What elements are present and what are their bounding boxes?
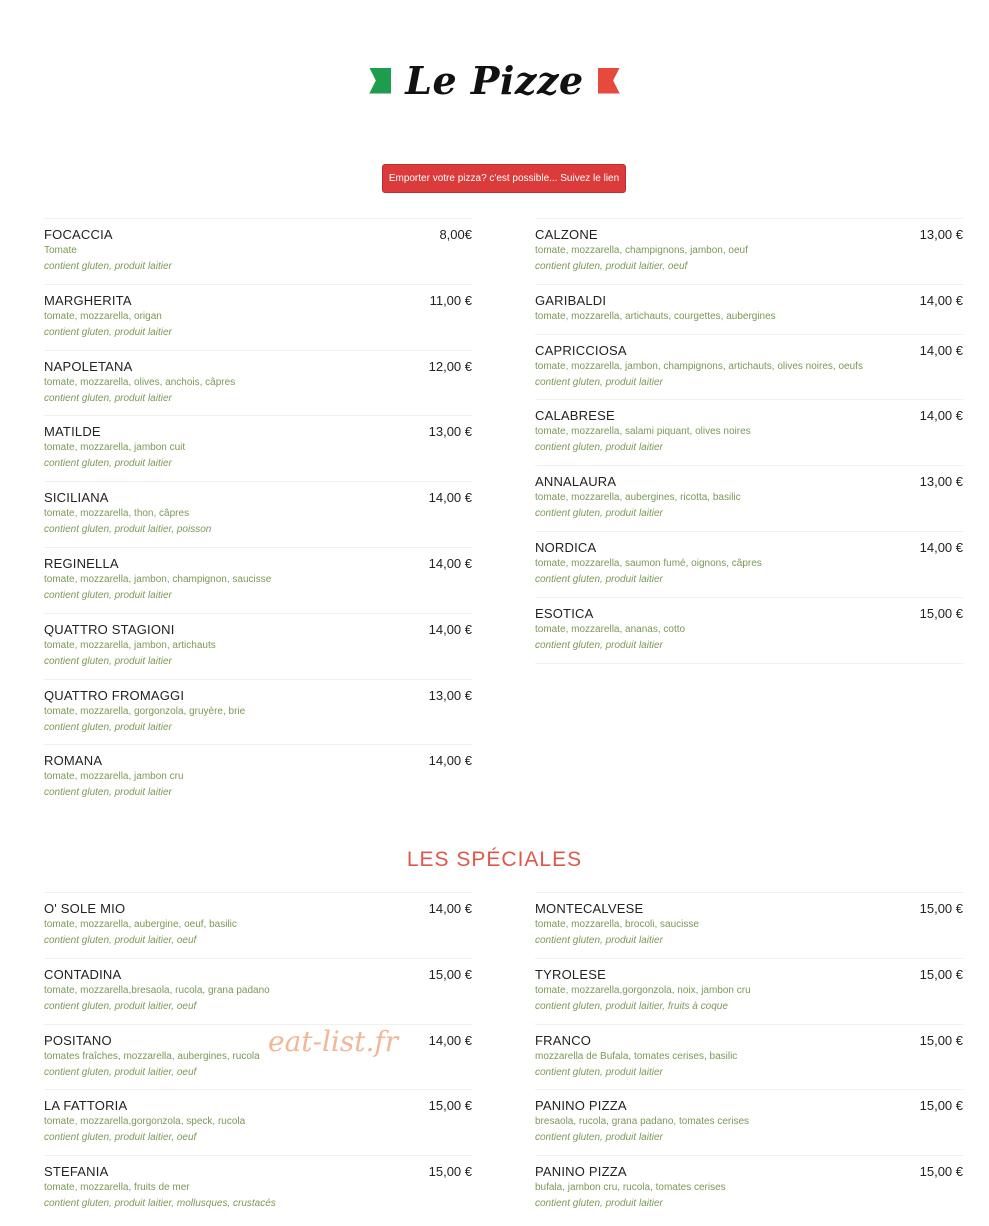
item-allergens: contient gluten, produit laitier — [535, 376, 663, 388]
item-price: 13,00 € — [919, 474, 963, 490]
item-name: GARIBALDI — [535, 292, 607, 308]
item-price: 14,00 € — [919, 342, 963, 358]
item-allergens: contient gluten, produit laitier — [535, 1066, 663, 1078]
item-name: QUATTRO STAGIONI — [44, 621, 175, 637]
menu-item — [44, 415, 472, 481]
item-name: PANINO PIZZA — [535, 1098, 627, 1114]
item-allergens: contient gluten, produit laitier — [44, 458, 172, 470]
item-name: CALABRESE — [535, 408, 615, 424]
item-price: 15,00 € — [428, 1164, 472, 1180]
item-name: LA FATTORIA — [44, 1098, 128, 1114]
item-price: 14,00 € — [428, 555, 472, 571]
item-name: NAPOLETANA — [44, 358, 133, 374]
menu-item — [44, 1089, 472, 1155]
item-ingredients: tomate, mozzarella, fruits de mer — [44, 1182, 190, 1194]
item-name: MONTECALVESE — [535, 901, 644, 916]
item-price: 12,00 € — [428, 358, 472, 374]
item-name: MARGHERITA — [44, 292, 132, 308]
pizza-list-left — [44, 218, 472, 810]
item-price: 15,00 € — [919, 1032, 963, 1048]
item-allergens: contient gluten, produit laitier, mollusques, crustacés — [44, 1198, 276, 1210]
item-allergens: contient gluten, produit laitier, oeuf — [44, 1000, 197, 1012]
item-name: TYROLESE — [535, 966, 606, 982]
item-price: 15,00 € — [919, 901, 963, 916]
speciales-list-right — [535, 892, 963, 1221]
item-ingredients: tomate, mozzarella, jambon, champignons, artichauts, olives noires, oeufs — [535, 360, 863, 372]
item-price: 15,00 € — [919, 605, 963, 621]
item-ingredients: tomate, mozzarella, champignons, jambon, oeuf — [535, 245, 748, 256]
item-name: ANNALAURA — [535, 474, 617, 490]
item-price: 14,00 € — [428, 753, 472, 769]
item-ingredients: tomate, mozzarella, saumon fumé, oignons, câpres — [535, 557, 762, 569]
menu-item — [535, 958, 963, 1024]
item-name: FRANCO — [535, 1032, 592, 1048]
item-ingredients: tomate, mozzarella, jambon cru — [44, 771, 184, 783]
item-ingredients: Tomate — [44, 245, 77, 256]
menu-item — [44, 744, 472, 810]
menu-item — [535, 1155, 963, 1221]
item-price: 14,00 € — [428, 901, 472, 916]
item-ingredients: tomate, mozzarella, artichauts, courgettes, aubergines — [535, 310, 776, 322]
menu-item — [44, 481, 472, 547]
item-ingredients: tomate, mozzarella,bresaola, rucola, grana padano — [44, 984, 270, 996]
pizza-list-right — [535, 218, 963, 664]
item-name: ROMANA — [44, 753, 103, 769]
item-name: FOCACCIA — [44, 227, 113, 242]
item-ingredients: tomates fraîches, mozzarella, aubergines, rucola — [44, 1050, 260, 1062]
item-allergens: contient gluten, produit laitier — [535, 442, 663, 454]
item-ingredients: tomate, mozzarella, olives, anchois, câpres — [44, 376, 236, 388]
menu-item — [44, 547, 472, 613]
item-ingredients: tomate, mozzarella,gorgonzola, speck, rucola — [44, 1116, 246, 1128]
menu-item — [44, 613, 472, 679]
item-allergens: contient gluten, produit laitier, oeuf — [44, 1132, 197, 1144]
item-ingredients: tomate, mozzarella,gorgonzola, noix, jambon cru — [535, 984, 751, 996]
item-name: CAPRICCIOSA — [535, 342, 627, 358]
item-price: 14,00 € — [428, 621, 472, 637]
item-ingredients: tomate, mozzarella, aubergines, ricotta, basilic — [535, 492, 741, 504]
item-name: O' SOLE MIO — [44, 901, 126, 916]
item-allergens: contient gluten, produit laitier — [44, 589, 172, 601]
item-price: 15,00 € — [919, 1164, 963, 1180]
item-price: 13,00 € — [428, 687, 472, 703]
item-price: 15,00 € — [919, 1098, 963, 1114]
item-price: 15,00 € — [428, 1098, 472, 1114]
item-price: 15,00 € — [428, 966, 472, 982]
menu-item — [535, 892, 963, 958]
menu-item — [535, 399, 963, 465]
item-allergens: contient gluten, produit laitier — [44, 787, 172, 799]
item-allergens: contient gluten, produit laitier — [535, 639, 663, 651]
item-name: NORDICA — [535, 539, 597, 555]
item-name: MATILDE — [44, 424, 101, 440]
item-ingredients: tomate, mozzarella, thon, câpres — [44, 508, 190, 520]
item-price: 14,00 € — [919, 408, 963, 424]
item-allergens: contient gluten, produit laitier — [44, 721, 172, 733]
item-allergens: contient gluten, produit laitier — [535, 935, 663, 946]
item-allergens: contient gluten, produit laitier — [44, 392, 172, 404]
item-ingredients: tomate, mozzarella, salami piquant, olives noires — [535, 426, 751, 438]
item-allergens: contient gluten, produit laitier — [535, 1198, 663, 1210]
item-price: 8,00€ — [439, 227, 472, 242]
item-name: POSITANO — [44, 1032, 112, 1048]
menu-item — [535, 531, 963, 597]
menu-item — [535, 1089, 963, 1155]
menu-item — [44, 284, 472, 350]
item-ingredients: tomate, mozzarella, origan — [44, 310, 162, 322]
item-name: STEFANIA — [44, 1164, 109, 1180]
item-allergens: contient gluten, produit laitier, poisson — [44, 524, 212, 536]
section-title-speciales: LES SPÉCIALES — [406, 848, 583, 871]
flag-left-icon — [369, 68, 391, 94]
item-allergens: contient gluten, produit laitier — [535, 573, 663, 585]
menu-item — [535, 465, 963, 531]
menu-item — [535, 334, 963, 400]
item-name: CALZONE — [535, 227, 598, 242]
logo-title: Le Pizze — [405, 58, 584, 103]
item-ingredients: tomate, mozzarella, jambon, champignon, saucisse — [44, 573, 272, 585]
takeaway-link-button[interactable]: Emporter votre pizza? c'est possible... Suivez le lien — [382, 164, 626, 193]
item-price: 15,00 € — [919, 966, 963, 982]
item-ingredients: tomate, mozzarella, gorgonzola, gruyère, brie — [44, 705, 246, 717]
menu-item — [44, 1024, 472, 1090]
item-allergens: contient gluten, produit laitier — [535, 508, 663, 520]
watermark: eat-list.fr — [268, 1025, 399, 1058]
item-ingredients: bufala, jambon cru, rucola, tomates cerises — [535, 1182, 726, 1194]
item-name: SICILIANA — [44, 490, 109, 506]
item-allergens: contient gluten, produit laitier — [44, 655, 172, 667]
item-ingredients: tomate, mozzarella, jambon cuit — [44, 442, 186, 454]
menu-item — [535, 218, 963, 284]
item-allergens: contient gluten, produit laitier — [44, 326, 172, 338]
menu-item — [44, 958, 472, 1024]
speciales-list-left — [44, 892, 472, 1221]
item-ingredients: tomate, mozzarella, brocoli, saucisse — [535, 919, 699, 930]
item-name: QUATTRO FROMAGGI — [44, 687, 185, 703]
item-name: REGINELLA — [44, 555, 119, 571]
menu-item — [535, 284, 963, 334]
flag-right-icon — [598, 68, 620, 94]
item-price: 14,00 € — [428, 1032, 472, 1048]
item-ingredients: bresaola, rucola, grana padano, tomates cerises — [535, 1116, 750, 1128]
item-price: 14,00 € — [919, 292, 963, 308]
item-ingredients: tomate, mozzarella, ananas, cotto — [535, 623, 686, 635]
item-ingredients: mozzarella de Bufala, tomates cerises, basilic — [535, 1050, 738, 1062]
menu-item — [44, 1155, 472, 1221]
item-price: 14,00 € — [919, 539, 963, 555]
menu-item — [535, 597, 963, 663]
item-allergens: contient gluten, produit laitier, oeuf — [44, 935, 197, 946]
item-name: ESOTICA — [535, 605, 594, 621]
item-name: PANINO PIZZA — [535, 1164, 627, 1180]
item-allergens: contient gluten, produit laitier, oeuf — [535, 261, 688, 272]
item-name: CONTADINA — [44, 966, 122, 982]
menu-item — [535, 1024, 963, 1090]
menu-item — [44, 679, 472, 745]
item-price: 14,00 € — [428, 490, 472, 506]
item-ingredients: tomate, mozzarella, jambon, artichauts — [44, 639, 216, 651]
divider — [535, 663, 963, 664]
item-allergens: contient gluten, produit laitier, oeuf — [44, 1066, 197, 1078]
menu-item — [44, 218, 472, 284]
item-price: 11,00 € — [429, 292, 472, 308]
item-allergens: contient gluten, produit laitier, fruits à coque — [535, 1000, 728, 1012]
item-ingredients: tomate, mozzarella, aubergine, oeuf, basilic — [44, 919, 237, 930]
menu-item — [44, 350, 472, 416]
menu-item — [44, 892, 472, 958]
site-logo[interactable] — [0, 58, 989, 103]
item-price: 13,00 € — [919, 227, 963, 242]
item-allergens: contient gluten, produit laitier — [535, 1132, 663, 1144]
item-allergens: contient gluten, produit laitier — [44, 261, 172, 272]
item-price: 13,00 € — [428, 424, 472, 440]
